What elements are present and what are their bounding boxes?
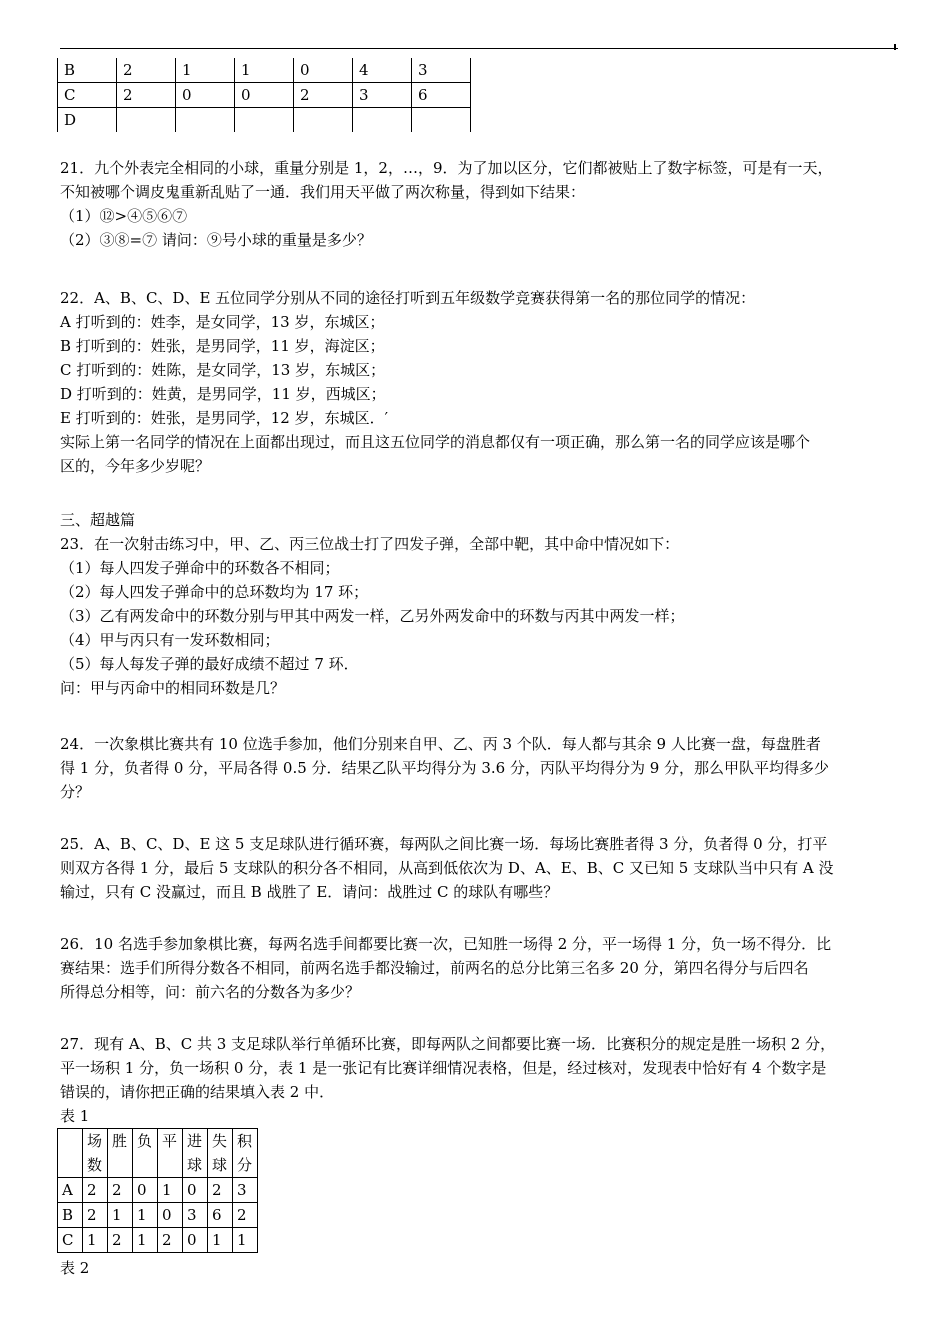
results-table-top [57, 58, 471, 132]
table-row [58, 58, 471, 83]
q23-line: （1）每人四发子弹命中的环数各不相同； [60, 559, 340, 577]
question-26 [60, 932, 895, 1004]
header-text: 数 [87, 1156, 103, 1174]
q22-line: C 打听到的：姓陈，是女同学，13 岁，东城区； [60, 361, 386, 379]
q21-line: 不知被哪个调皮鬼重新乱贴了一通．我们用天平做了两次称量，得到如下结果： [60, 183, 586, 201]
q27-line: 平一场积 1 分，负一场积 0 分，表 1 是一张记有比赛详细情况表格，但是，经过核对，发现表中恰好有 4 个数字是 [60, 1059, 827, 1077]
header-text: 负 [137, 1132, 153, 1150]
table-row [58, 1178, 258, 1203]
q21-line: （2）③⑧=⑦ 请问：⑨号小球的重量是多少？ [60, 231, 372, 249]
header-text: 进 [187, 1132, 203, 1150]
q23-line: （2）每人四发子弹命中的总环数均为 17 环； [60, 583, 369, 601]
header-text: 失 [212, 1132, 228, 1150]
table-cell: 1 [235, 58, 294, 83]
table-cell: 0 [183, 1228, 208, 1253]
table-cell: 1 [208, 1228, 233, 1253]
table-cell: 2 [233, 1203, 258, 1228]
q25-line: 25．A、B、C、D、E 这 5 支足球队进行循环赛，每两队之间比赛一场．每场比赛胜者得 3 分，负者得 0 分，打平 [60, 835, 828, 853]
q22-line: D 打听到的：姓黄，是男同学，11 岁，西城区； [60, 385, 386, 403]
q22-line: 区的，今年多少岁呢？ [60, 457, 211, 475]
team-label-cell: C [58, 83, 117, 108]
table-cell: 1 [133, 1203, 158, 1228]
table1-caption: 表 1 [60, 1107, 90, 1125]
table-cell: 3 [233, 1178, 258, 1203]
table-row [58, 1228, 258, 1253]
table-cell [117, 108, 176, 133]
team-label-cell: C [58, 1228, 83, 1253]
q22-line: 实际上第一名同学的情况在上面都出现过，而且这五位同学的消息都仅有一项正确，那么第一名的同学应该是哪个 [60, 433, 811, 451]
table-cell: 0 [235, 83, 294, 108]
team-label-cell: D [58, 108, 117, 133]
page-top-rule [60, 48, 898, 49]
table-cell: 2 [208, 1178, 233, 1203]
table-cell [353, 108, 412, 133]
header-text: 胜 [112, 1132, 128, 1150]
table-cell: 4 [353, 58, 412, 83]
table-header-cell [183, 1129, 208, 1178]
table-cell [294, 108, 353, 133]
table-cell: 1 [108, 1203, 133, 1228]
table-cell: 2 [117, 58, 176, 83]
header-text: 积 [237, 1132, 253, 1150]
page-top-rule-mark [894, 44, 896, 50]
question-21 [60, 156, 895, 252]
table-cell: 0 [294, 58, 353, 83]
q23-line: 问：甲与丙命中的相同环数是几？ [60, 679, 286, 697]
q27-line: 错误的，请你把正确的结果填入表 2 中． [60, 1083, 335, 1101]
q26-line: 所得总分相等，问：前六名的分数各为多少？ [60, 983, 361, 1001]
table-header-cell [133, 1129, 158, 1178]
team-label-cell: B [58, 58, 117, 83]
question-25 [60, 832, 895, 904]
section-heading [60, 508, 895, 532]
q26-line: 26．10 名选手参加象棋比赛，每两名选手间都要比赛一次，已知胜一场得 2 分，平一场得 1 分，负一场不得分．比 [60, 935, 832, 953]
team-label-cell: A [58, 1178, 83, 1203]
table-cell: 0 [158, 1203, 183, 1228]
table-header-cell [108, 1129, 133, 1178]
team-label-cell: B [58, 1203, 83, 1228]
q23-line: （5）每人每发子弹的最好成绩不超过 7 环． [60, 655, 359, 673]
table-cell [176, 108, 235, 133]
table-cell: 6 [208, 1203, 233, 1228]
match-table-1 [57, 1128, 258, 1253]
table-row [58, 1203, 258, 1228]
section-title: 三、超越篇 [60, 511, 136, 529]
table-cell: 3 [183, 1203, 208, 1228]
table2-caption: 表 2 [60, 1259, 90, 1277]
header-text: 球 [212, 1156, 228, 1174]
table-cell: 1 [133, 1228, 158, 1253]
table-header-cell [233, 1129, 258, 1178]
table-cell: 3 [353, 83, 412, 108]
q23-line: （4）甲与丙只有一发环数相同； [60, 631, 280, 649]
header-text: 分 [237, 1156, 253, 1174]
table-cell: 3 [412, 58, 471, 83]
table-cell: 1 [158, 1178, 183, 1203]
q23-line: （3）乙有两发命中的环数分别与甲其中两发一样，乙另外两发命中的环数与丙其中两发一样； [60, 607, 685, 625]
table-row [58, 83, 471, 108]
q23-line: 23．在一次射击练习中，甲、乙、丙三位战士打了四发子弹，全部中靶，其中命中情况如下： [60, 535, 680, 553]
question-24 [60, 732, 895, 804]
table-cell: 0 [176, 83, 235, 108]
table-header-cell [208, 1129, 233, 1178]
table-cell [235, 108, 294, 133]
q25-line: 输过，只有 C 没赢过，而且 B 战胜了 E．请问：战胜过 C 的球队有哪些？ [60, 883, 559, 901]
q22-line: A 打听到的：姓李，是女同学，13 岁，东城区； [60, 313, 385, 331]
table-header-row [58, 1129, 258, 1178]
table-header-cell [83, 1129, 108, 1178]
table1-caption-wrap [60, 1104, 895, 1128]
q22-line: B 打听到的：姓张，是男同学，11 岁，海淀区； [60, 337, 385, 355]
q22-line: E 打听到的：姓张，是男同学，12 岁，东城区．′ [60, 409, 388, 427]
q25-line: 则双方各得 1 分，最后 5 支球队的积分各不相同，从高到低依次为 D、A、E、B、C 又已知 5 支球队当中只有 A 没 [60, 859, 834, 877]
table-cell: 2 [117, 83, 176, 108]
header-text: 场 [87, 1132, 103, 1150]
header-text: 球 [187, 1156, 203, 1174]
q22-line: 22．A、B、C、D、E 五位同学分别从不同的途径打听到五年级数学竞赛获得第一名的那位同学的情况： [60, 289, 756, 307]
table-row [58, 108, 471, 133]
table-cell: 2 [108, 1178, 133, 1203]
q27-line: 27．现有 A、B、C 共 3 支足球队举行单循环比赛，即每两队之间都要比赛一场．比赛积分的规定是胜一场积 2 分， [60, 1035, 836, 1053]
q21-line: 21．九个外表完全相同的小球，重量分别是 1，2，…，9．为了加以区分，它们都被贴上了数字标签，可是有一天， [60, 159, 833, 177]
q26-line: 赛结果：选手们所得分数各不相同，前两名选手都没输过，前两名的总分比第三名多 20 分，第四名得分与后四名 [60, 959, 809, 977]
q21-line: （1）⑫>④⑤⑥⑦ [60, 207, 188, 225]
table-cell: 1 [176, 58, 235, 83]
question-23 [60, 532, 895, 700]
table-cell: 6 [412, 83, 471, 108]
table-cell: 2 [83, 1203, 108, 1228]
table2-caption-wrap [60, 1256, 895, 1280]
table-cell [412, 108, 471, 133]
table-cell: 0 [133, 1178, 158, 1203]
question-22 [60, 286, 895, 478]
q24-line: 分？ [60, 783, 91, 801]
table-cell: 2 [83, 1178, 108, 1203]
table-cell: 1 [83, 1228, 108, 1253]
question-27 [60, 1032, 895, 1104]
q24-line: 得 1 分，负者得 0 分，平局各得 0.5 分．结果乙队平均得分为 3.6 分，丙队平均得分为 9 分，那么甲队平均得多少 [60, 759, 830, 777]
table-cell: 2 [294, 83, 353, 108]
table-header-cell [58, 1129, 83, 1178]
header-text: 平 [162, 1132, 178, 1150]
q24-line: 24．一次象棋比赛共有 10 位选手参加，他们分别来自甲、乙、丙 3 个队．每人都与其余 9 人比赛一盘，每盘胜者 [60, 735, 821, 753]
table-header-cell [158, 1129, 183, 1178]
table-cell: 1 [233, 1228, 258, 1253]
table-cell: 2 [108, 1228, 133, 1253]
table-cell: 0 [183, 1178, 208, 1203]
table-cell: 2 [158, 1228, 183, 1253]
